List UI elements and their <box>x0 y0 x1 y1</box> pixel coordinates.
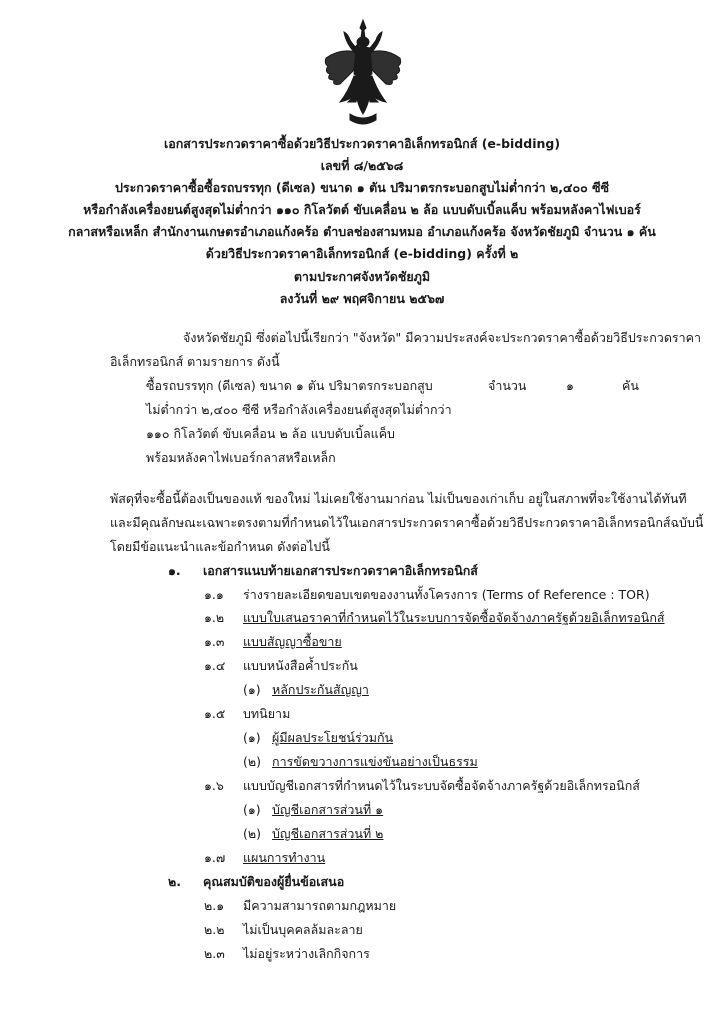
section-title: เอกสารแนบท้ายเอกสารประกวดราคาอิเล็กทรอนิกส์ <box>203 563 478 578</box>
subject-line: ด้วยวิธีประกวดราคาอิเล็กทรอนิกส์ (e-bidding) ครั้งที่ ๒ <box>205 246 519 261</box>
subsection-number: ๒.๑ <box>204 898 225 913</box>
item-description-line: ซื้อรถบรรทุก (ดีเซล) ขนาด ๑ ตัน ปริมาตรกระบอกสูบ <box>146 378 433 393</box>
sub-item-number: (๑) <box>243 682 261 697</box>
attachment-link[interactable]: แผนการทำงาน <box>243 850 326 865</box>
attachment-link[interactable]: บัญชีเอกสารส่วนที่ ๑ <box>272 802 384 817</box>
subsection-text: บทนิยาม <box>243 706 291 721</box>
item-description-line: ไม่ต่ำกว่า ๒,๔๐๐ ซีซี หรือกำลังเครื่องยนต์สูงสุดไม่ต่ำกว่า <box>146 402 452 417</box>
subsection-number: ๑.๒ <box>204 610 225 625</box>
section-title: คุณสมบัติของผู้ยื่นข้อเสนอ <box>203 874 345 889</box>
attachment-link[interactable]: ผู้มีผลประโยชน์ร่วมกัน <box>272 730 394 745</box>
subsection-number: ๑.๖ <box>204 778 224 793</box>
sub-item-number: (๒) <box>243 754 261 769</box>
intro-line: อิเล็กทรอนิกส์ ตามรายการ ดังนี้ <box>110 354 280 369</box>
announcement-date: ลงวันที่ ๒๙ พฤศจิกายน ๒๕๖๗ <box>279 291 445 306</box>
subject-line: กลาสหรือเหล็ก สำนักงานเกษตรอำเภอแก้งคร้อ ตำบลช่องสามหมอ อำเภอแก้งคร้อ จังหวัดชัยภูมิ จำนวน ๑ คัน <box>68 224 656 239</box>
subsection-number: ๒.๓ <box>204 946 225 961</box>
garuda-emblem-icon <box>320 18 406 130</box>
subsection-text: แบบหนังสือค้ำประกัน <box>243 658 358 673</box>
subsection-text: แบบบัญชีเอกสารที่กำหนดไว้ในระบบจัดซื้อจัดจ้างภาครัฐด้วยอิเล็กทรอนิกส์ <box>243 778 640 793</box>
item-description-line: ๑๑๐ กิโลวัตต์ ขับเคลื่อน ๒ ล้อ แบบดับเบิ้ลแค็บ <box>146 426 395 441</box>
subject-line: ประกวดราคาซื้อซื้อรถบรรทุก (ดีเซล) ขนาด ๑ ตัน ปริมาตรกระบอกสูบไม่ต่ำกว่า ๒,๔๐๐ ซีซี <box>114 180 610 195</box>
attachment-link[interactable]: แบบสัญญาซื้อขาย <box>243 634 342 649</box>
section-number: ๒. <box>168 874 181 889</box>
subsection-number: ๑.๕ <box>204 706 226 721</box>
subsection-number: ๑.๓ <box>204 634 225 649</box>
item-description-line: พร้อมหลังคาไฟเบอร์กลาสหรือเหล็ก <box>146 450 336 465</box>
subsection-text: ไม่เป็นบุคคลล้มละลาย <box>243 922 363 937</box>
section-number: ๑. <box>168 563 181 578</box>
attachment-link[interactable]: บัญชีเอกสารส่วนที่ ๒ <box>272 826 384 841</box>
attachment-link[interactable]: หลักประกันสัญญา <box>272 682 369 697</box>
subsection-number: ๑.๔ <box>204 658 226 673</box>
attachment-link[interactable]: การขัดขวางการแข่งขันอย่างเป็นธรรม <box>272 754 478 769</box>
subject-line: หรือกำลังเครื่องยนต์สูงสุดไม่ต่ำกว่า ๑๑๐ กิโลวัตต์ ขับเคลื่อน ๒ ล้อ แบบดับเบิ้ลแค็บ พร้อมหลังคาไฟเบอร์ <box>83 202 641 217</box>
subsection-number: ๑.๑ <box>204 587 224 602</box>
sub-item-number: (๑) <box>243 802 261 817</box>
subsection-text: ไม่อยู่ระหว่างเลิกกิจการ <box>243 946 370 961</box>
sub-item-number: (๑) <box>243 730 261 745</box>
document-number: เลขที่ ๘/๒๕๖๘ <box>320 158 404 173</box>
condition-line: พัสดุที่จะซื้อนี้ต้องเป็นของแท้ ของใหม่ ไม่เคยใช้งานมาก่อน ไม่เป็นของเก่าเก็บ อยู่ในสภาพที่จะใช้งานได้ทันที <box>110 491 687 506</box>
subsection-number: ๒.๒ <box>204 922 225 937</box>
condition-line: และมีคุณลักษณะเฉพาะตรงตามที่กำหนดไว้ในเอกสารประกวดราคาซื้อด้วยวิธีประกวดราคาอิเล็กทรอนิกส์ฉบับนี้ <box>110 515 704 530</box>
announcement-line: ตามประกาศจังหวัดชัยภูมิ <box>293 269 431 284</box>
item-unit: คัน <box>622 378 639 393</box>
subsection-text: มีความสามารถตามกฎหมาย <box>243 898 397 913</box>
item-quantity-label: จำนวน <box>488 378 527 393</box>
attachment-link[interactable]: แบบใบเสนอราคาที่กำหนดไว้ในระบบการจัดซื้อจัดจ้างภาครัฐด้วยอิเล็กทรอนิกส์ <box>243 610 665 625</box>
item-quantity: ๑ <box>566 378 574 393</box>
condition-line: โดยมีข้อแนะนำและข้อกำหนด ดังต่อไปนี้ <box>110 539 330 554</box>
subsection-number: ๑.๗ <box>204 850 226 865</box>
sub-item-number: (๒) <box>243 826 261 841</box>
document-title: เอกสารประกวดราคาซื้อด้วยวิธีประกวดราคาอิเล็กทรอนิกส์ (e-bidding) <box>163 136 561 151</box>
subsection-text: ร่างรายละเอียดขอบเขตของงานทั้งโครงการ (Terms of Reference : TOR) <box>243 587 650 602</box>
intro-line: จังหวัดชัยภูมิ ซึ่งต่อไปนี้เรียกว่า "จังหวัด" มีความประสงค์จะประกวดราคาซื้อด้วยวิธีประกวดราคา <box>183 330 702 345</box>
